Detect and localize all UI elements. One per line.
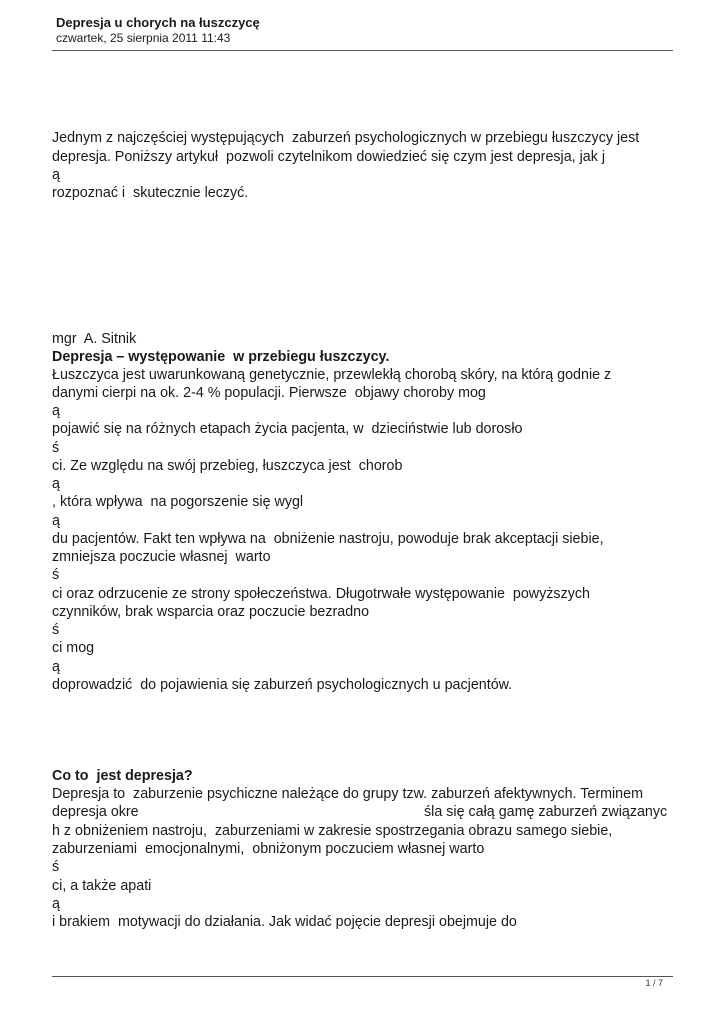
page-header xyxy=(56,14,260,46)
author-line: mgr A. Sitnik xyxy=(52,331,137,347)
body-line: ą xyxy=(52,403,60,419)
body-line: , która wpływa na pogorszenie się wygl xyxy=(52,494,304,510)
document-title: Depresja u chorych na łuszczycę xyxy=(56,15,260,30)
body-line: ś xyxy=(52,622,60,638)
body-line: ą xyxy=(52,476,60,492)
body-line: ą xyxy=(52,896,60,912)
body-line: ś xyxy=(52,440,60,456)
body-line: ci mog xyxy=(52,640,95,656)
body-line: Depresja to zaburzenie psychiczne należące do grupy tzw. zaburzeń afektywnych. Terminem xyxy=(52,786,643,802)
body-line: ś xyxy=(52,567,60,583)
body-line: du pacjentów. Fakt ten wpływa na obniżenie nastroju, powoduje brak akceptacji siebie, xyxy=(52,531,604,547)
body-line: ś xyxy=(52,859,60,875)
body-line: pojawić się na różnych etapach życia pacjenta, w dzieciństwie lub dorosło xyxy=(52,421,523,437)
body-line: h z obniżeniem nastroju, zaburzeniami w zakresie spostrzegania obrazu samego siebie, xyxy=(52,823,613,839)
body-line: zmniejsza poczucie własnej warto xyxy=(52,549,271,565)
body-line: zaburzeniami emocjonalnymi, obniżonym poczuciem własnej warto xyxy=(52,841,485,857)
body-line: czynników, brak wsparcia oraz poczucie bezradno xyxy=(52,604,370,620)
intro-line: ą xyxy=(52,167,60,183)
body-line: Łuszczyca jest uwarunkowaną genetycznie, przewlekłą chorobą skóry, na którą godnie z xyxy=(52,367,612,383)
body-line: ci. Ze względu na swój przebieg, łuszczyca jest chorob xyxy=(52,458,403,474)
body-line: doprowadzić do pojawienia się zaburzeń psychologicznych u pacjentów. xyxy=(52,677,513,693)
body-line: ci oraz odrzucenie ze strony społeczeństwa. Długotrwałe występowanie powyższych xyxy=(52,586,590,602)
body-line: depresja okre xyxy=(52,804,139,820)
body-line: danymi cierpi na ok. 2-4 % populacji. Pierwsze objawy choroby mog xyxy=(52,385,486,401)
body-line: ą xyxy=(52,513,60,529)
body-line: i brakiem motywacji do działania. Jak widać pojęcie depresji obejmuje do xyxy=(52,914,517,930)
section-heading: Co to jest depresja? xyxy=(52,768,193,784)
body-line: ci, a także apati xyxy=(52,878,152,894)
intro-line: depresja. Poniższy artykuł pozwoli czytelnikom dowiedzieć się czym jest depresja, jak j xyxy=(52,149,606,165)
intro-line: rozpoznać i skutecznie leczyć. xyxy=(52,185,249,201)
page-number: 1 / 7 xyxy=(645,978,663,988)
body-line: śla się całą gamę zaburzeń związanyc xyxy=(424,804,668,820)
footer-divider xyxy=(52,976,673,977)
document-date: czwartek, 25 sierpnia 2011 11:43 xyxy=(56,31,231,45)
header-divider xyxy=(52,50,673,51)
intro-line: Jednym z najczęściej występujących zaburzeń psychologicznych w przebiegu łuszczycy jest xyxy=(52,130,640,146)
section-heading: Depresja – występowanie w przebiegu łuszczycy. xyxy=(52,349,390,365)
body-line: ą xyxy=(52,659,60,675)
